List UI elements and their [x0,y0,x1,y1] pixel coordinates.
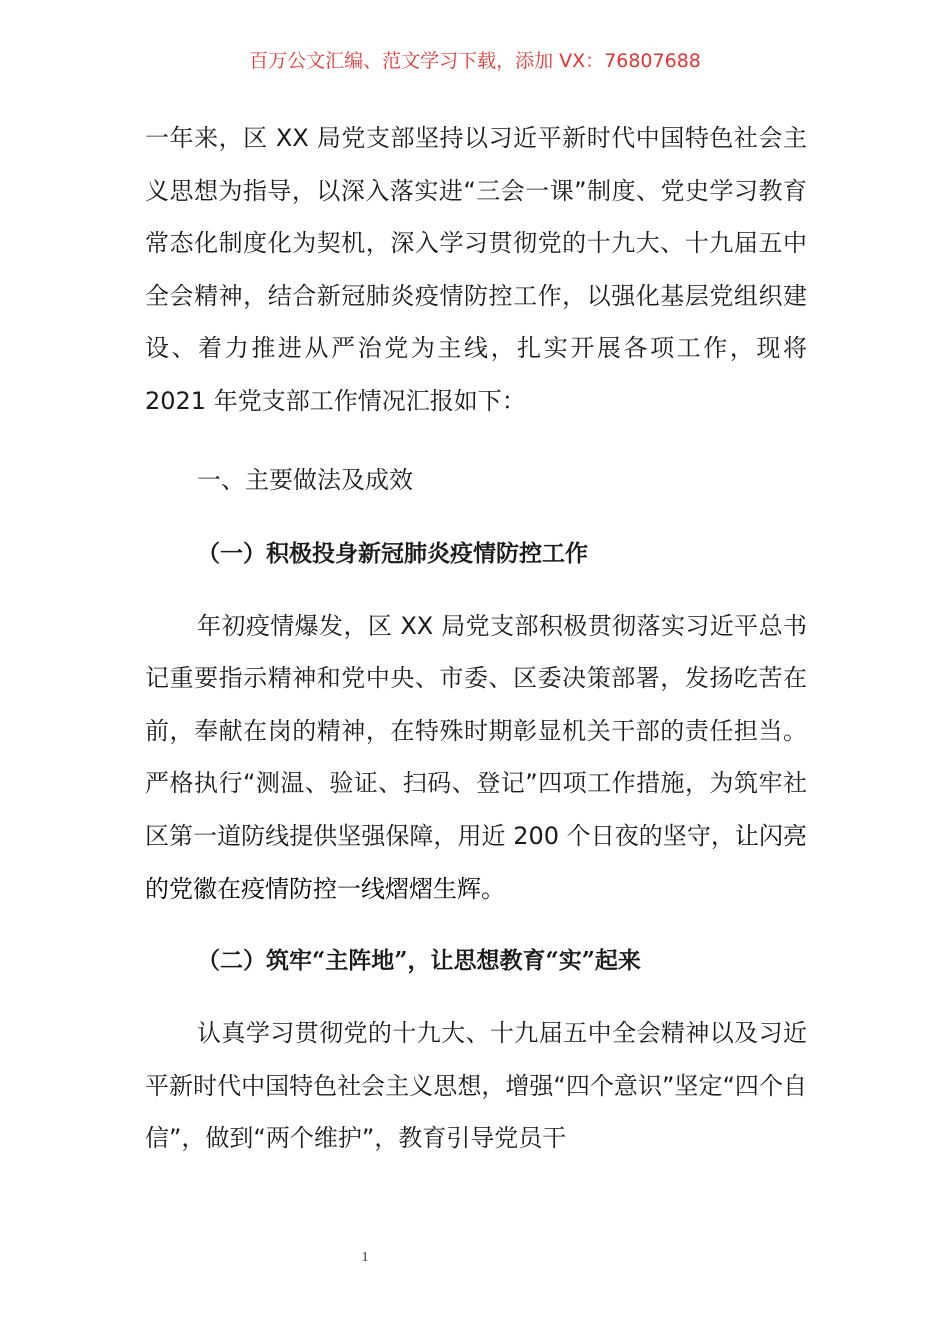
subsection-heading-1: （一）积极投身新冠肺炎疫情防控工作 [197,539,588,567]
subsection-1-paragraph [145,600,807,916]
subsection-1-text: 年初疫情爆发，区 XX 局党支部积极贯彻落实习近平总书记重要指示精神和党中央、市委、区委决策部署，发扬吃苦在前，奉献在岗的精神，在特殊时期彰显机关干部的责任担当。严格执行“测温、验证、扫码、登记”四项工作措施，为筑牢社区第一道防线提供坚强保障，用近 200 个日夜的坚守， [145,611,807,850]
intro-paragraph: 一年来，区 XX 局党支部坚持以习近平新时代中国特色社会主义思想为指导，以深入落实进“三会一课”制度、党史学习教育常态化制度化为契机，深入学习贯彻党的十九大、十九届五中全会精神，结合新冠肺炎疫情防控工作，以强化基层党组织建设、着力推进从严治党为主线，扎实开展各项工作，现将 2021 年党支部工作情况汇报如下： [145,124,807,415]
section-heading: 一、主要做法及成效 [197,465,413,494]
subsection-2-paragraph: 认真学习贯彻党的十九大、十九届五中全会精神以及习近平新时代中国特色社会主义思想，增强“四个意识”坚定“四个自信”，做到“两个维护”，教育引导党员干 [145,1019,807,1153]
page-number: 1 [361,1250,369,1265]
watermark-header: 百万公文汇编、范文学习下载，添加 VX：76807688 [249,50,701,72]
subsection-1-text-end: 让闪亮的党徽在疫情防控一线熠熠生辉。 [145,821,807,903]
subsection-heading-2: （二）筑牢“主阵地”，让思想教育“实”起来 [197,947,641,975]
document-body [145,112,807,1165]
